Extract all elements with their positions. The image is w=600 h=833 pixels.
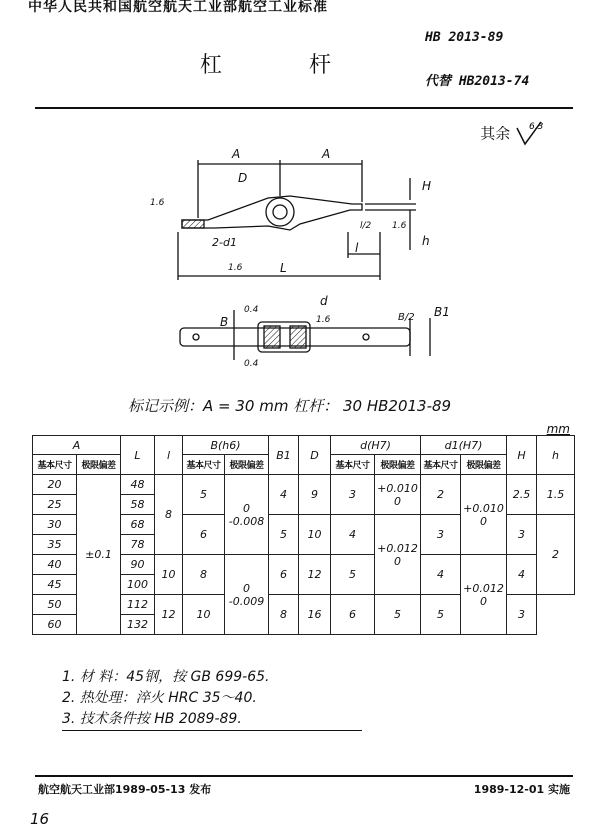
note-technical-conditions: 3. 技术条件按 HB 2089-89. [62,709,362,731]
dim-L: L [280,261,287,275]
footer-rule [35,775,573,777]
cell-h: 3 [507,595,537,635]
header-d1: d1(H7) [421,436,507,455]
dim-A-left: A [232,147,241,161]
header-D: D [299,436,331,475]
header-A-basic: 基本尺寸 [33,455,77,475]
cell-A: 40 [33,555,77,575]
issue-date: 航空航天工业部1989-05-13 发布 [38,783,212,796]
cell-A: 30 [33,515,77,535]
cell-d: 5 [331,555,375,595]
issuing-organization: 中华人民共和国航空航天工业部航空工业标准 [28,0,328,15]
page-number: 16 [30,810,50,828]
cell-d1: 4 [421,555,461,595]
cell-B1: 4 [269,475,299,515]
cell-L: 68 [121,515,155,535]
table-unit: mm [546,422,570,436]
header-d-basic: 基本尺寸 [331,455,375,475]
dim-d: d [320,294,328,308]
hole-section [182,220,204,228]
cell-d1: 5 [375,595,421,635]
dim-d1: 2-d1 [212,236,237,249]
cell-d1: 2 [421,475,461,515]
header-B-dev: 极限偏差 [225,455,269,475]
cell-B1: 6 [269,555,299,595]
cell-H: 2.5 [507,475,537,515]
cell-A: 35 [33,535,77,555]
dim-l-half: l/2 [360,221,372,231]
cell-d: 4 [331,515,375,555]
header-rule [35,107,573,109]
cell-l: 8 [155,475,183,555]
cell-A: 45 [33,575,77,595]
boss-bore [273,205,287,219]
cell-B: 5 [183,475,225,515]
note-material: 1. 材 料：45钢，按 GB 699-65. [62,669,270,685]
cell-L: 132 [121,615,155,635]
cell-d-dev: +0.012 0 [375,515,421,595]
header-h: h [537,436,575,475]
dimension-table [32,435,575,635]
cell-B-dev: 0 -0.008 [225,475,269,555]
dim-l: l [355,241,359,255]
header-d1-basic: 基本尺寸 [421,455,461,475]
roughness-symbol-icon [515,120,545,148]
cell-L: 78 [121,535,155,555]
roughness-value: 6.3 [529,122,544,132]
rough-top-face: 0.4 [244,305,259,315]
header-d-dev: 极限偏差 [375,455,421,475]
header-d: d(H7) [331,436,421,455]
header-B1: B1 [269,436,299,475]
cell-H: 5 [421,595,461,635]
header-B-basic: 基本尺寸 [183,455,225,475]
header-H: H [507,436,537,475]
cell-B1: 8 [269,595,299,635]
cell-A: 25 [33,495,77,515]
header-d1-dev: 极限偏差 [461,455,507,475]
cell-d1: 3 [421,515,461,555]
note-heat-treatment: 2. 热处理：淬火 HRC 35～40. [62,690,257,706]
dim-H: H [422,179,432,193]
rough-bottom: 1.6 [228,263,243,273]
boss-outer [266,198,294,226]
technical-notes [62,667,362,731]
cell-H: 4 [507,555,537,595]
replaces-code: 代替 HB2013-74 [425,74,530,89]
cell-l: 10 [155,555,183,595]
rough-right: 1.6 [392,221,407,231]
marking-example: 标记示例：A = 30 mm 杠杆： 30 HB2013-89 [128,397,452,415]
cell-L: 100 [121,575,155,595]
cell-h: 2 [537,515,575,595]
roughness-label: 其余 [480,124,511,143]
header-A-dev: 极限偏差 [77,455,121,475]
cell-d-dev: +0.010 0 [375,475,421,515]
cell-D: 10 [299,515,331,555]
page-title: 杠 杆 [200,53,371,78]
rough-left: 1.6 [150,198,165,208]
cell-D: 16 [299,595,331,635]
cell-L: 112 [121,595,155,615]
cell-A: 20 [33,475,77,495]
header-L: L [121,436,155,475]
effective-date: 1989-12-01 实施 [473,783,570,796]
cell-A-dev: ±0.1 [77,475,121,635]
cell-l: 12 [155,595,183,635]
dim-B-half: B/2 [398,312,415,323]
cell-d: 6 [331,595,375,635]
cell-D: 12 [299,555,331,595]
cell-d1-dev: +0.010 0 [461,475,507,555]
cell-B-dev: 0 -0.009 [225,555,269,635]
cell-B: 10 [183,595,225,635]
cell-D: 9 [299,475,331,515]
lever-drawing [140,140,460,390]
cell-B: 6 [183,515,225,555]
header-B: B(h6) [183,436,269,455]
roughness-note [480,120,545,148]
dim-h: h [422,234,430,248]
cell-A: 50 [33,595,77,615]
dim-D: D [238,171,248,185]
header-l: l [155,436,183,475]
cell-B: 8 [183,555,225,595]
dim-B: B [220,315,229,329]
rough-bore: 1.6 [316,315,331,325]
standard-code: HB 2013-89 [425,30,504,45]
cell-L: 58 [121,495,155,515]
cell-A: 60 [33,615,77,635]
dim-B1: B1 [434,305,450,319]
cell-d1-dev: +0.012 0 [461,555,507,635]
cell-h: 1.5 [537,475,575,515]
cell-H: 3 [507,515,537,555]
rough-bottom-face: 0.4 [244,359,259,369]
cell-L: 48 [121,475,155,495]
cell-d: 3 [331,475,375,515]
header-A: A [33,436,121,455]
dim-A-right: A [322,147,331,161]
cell-L: 90 [121,555,155,575]
cell-B1: 5 [269,515,299,555]
